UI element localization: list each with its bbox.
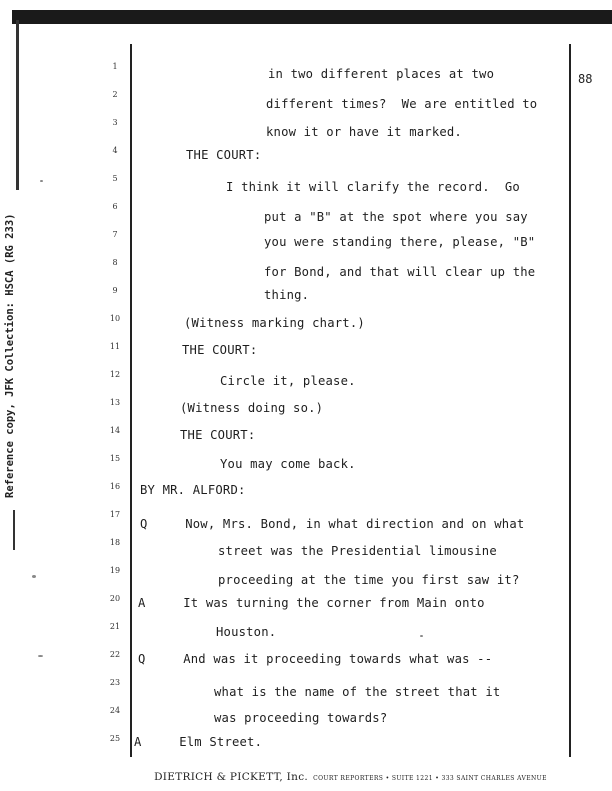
scan-speck [32, 575, 36, 578]
answer-line: A Elm Street. [134, 735, 263, 749]
transcript-line: in two different places at two [268, 67, 495, 81]
line-number: 6 [112, 202, 118, 211]
top-scan-bar [12, 10, 612, 24]
line-number: 9 [112, 286, 118, 295]
side-scan-mark [16, 20, 19, 190]
footer-details: COURT REPORTERS • SUITE 1221 • 333 SAINT CHARLES AVENUE [313, 775, 547, 782]
transcript-line: for Bond, and that will clear up the [264, 265, 536, 279]
line-number: 22 [109, 650, 121, 659]
transcript-line: I think it will clarify the record. Go [226, 180, 520, 194]
line-number: 19 [109, 566, 121, 575]
scan-speck [40, 180, 43, 182]
line-number: 13 [109, 398, 121, 407]
transcript-line: different times? We are entitled to [266, 97, 538, 111]
speaker-label: THE COURT: [182, 343, 258, 357]
line-number: 23 [109, 678, 121, 687]
transcript-line: you were standing there, please, "B" [264, 235, 536, 249]
transcript-line: You may come back. [220, 457, 356, 471]
transcript-line: (Witness doing so.) [180, 401, 324, 415]
line-number: 24 [109, 706, 121, 715]
scan-speck [420, 635, 423, 637]
line-number: 18 [109, 538, 121, 547]
transcript-line: street was the Presidential limousine [218, 544, 497, 558]
transcript-line: (Witness marking chart.) [184, 316, 365, 330]
transcript-line: know it or have it marked. [266, 125, 462, 139]
transcript-line: proceeding at the time you first saw it? [218, 573, 520, 587]
question-line: Q Now, Mrs. Bond, in what direction and on what [140, 517, 525, 531]
line-number: 2 [112, 90, 118, 99]
examiner-label: BY MR. ALFORD: [140, 483, 246, 497]
footer-firm: DIETRICH & PICKETT, Inc. [154, 771, 309, 783]
line-number: 5 [112, 174, 118, 183]
side-scan-mark [13, 510, 15, 550]
speaker-label: THE COURT: [186, 148, 262, 162]
transcript-line: was proceeding towards? [214, 711, 388, 725]
line-number: 17 [109, 510, 121, 519]
transcript-line: Houston. [216, 625, 277, 639]
line-number: 4 [112, 146, 118, 155]
line-number: 15 [109, 454, 121, 463]
transcript-line: Circle it, please. [220, 374, 356, 388]
line-number: 12 [109, 370, 121, 379]
collection-stamp: Reference copy, JFK Collection: HSCA (RG 233) [4, 213, 16, 498]
line-number: 25 [109, 734, 121, 743]
scan-speck [38, 655, 43, 657]
transcript-line: put a "B" at the spot where you say [264, 210, 528, 224]
line-number: 11 [109, 342, 121, 351]
line-number: 14 [109, 426, 121, 435]
question-line: Q And was it proceeding towards what was -- [138, 652, 493, 666]
line-number: 8 [112, 258, 118, 267]
transcript-line: what is the name of the street that it [214, 685, 501, 699]
speaker-label: THE COURT: [180, 428, 256, 442]
answer-line: A It was turning the corner from Main onto [138, 596, 485, 610]
line-number: 7 [112, 230, 118, 239]
line-number: 21 [109, 622, 121, 631]
line-number: 10 [109, 314, 121, 323]
transcript-line: thing. [264, 288, 310, 302]
line-number: 16 [109, 482, 121, 491]
line-number: 3 [112, 118, 118, 127]
footer [130, 765, 571, 784]
line-number: 1 [112, 62, 118, 71]
page-number: 88 [578, 72, 593, 86]
line-number: 20 [109, 594, 121, 603]
